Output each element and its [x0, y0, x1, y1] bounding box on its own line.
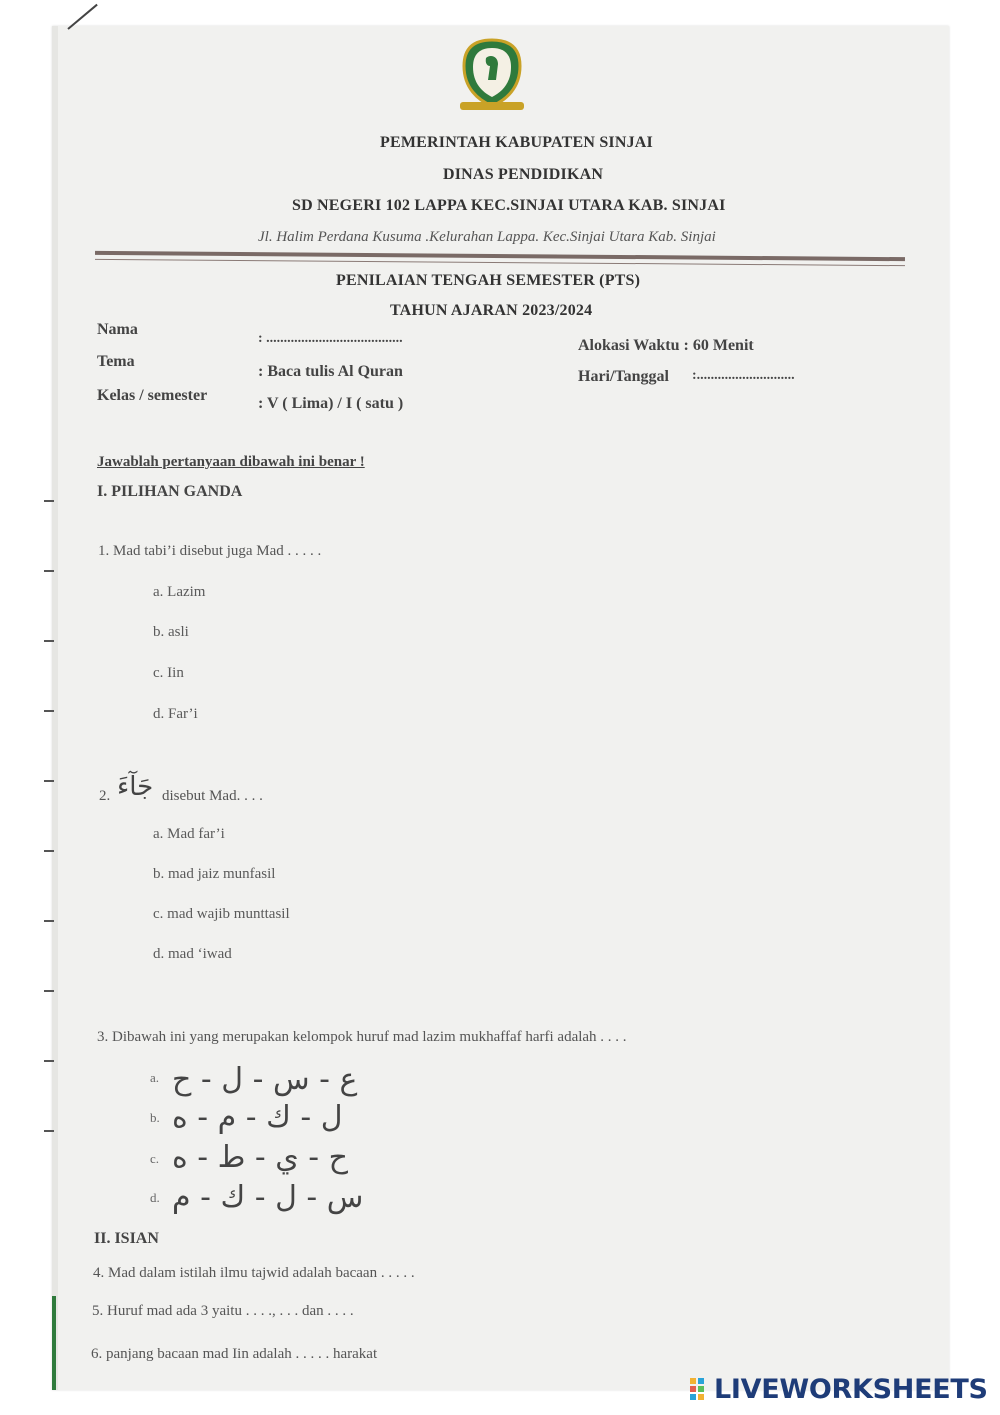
q2-option-b[interactable]: b. mad jaiz munfasil — [153, 866, 276, 882]
q3-option-b-letter[interactable]: b. — [150, 1110, 160, 1125]
alokasi-waktu: Alokasi Waktu : 60 Menit — [578, 337, 754, 354]
q3-option-d-letter[interactable]: d. — [150, 1190, 160, 1205]
q2-option-d[interactable]: d. mad ‘iwad — [153, 946, 232, 962]
liveworksheets-brand[interactable]: LIVEWORKSHEETS — [714, 1374, 988, 1405]
q1-option-a[interactable]: a. Lazim — [153, 584, 206, 600]
q2-option-c[interactable]: c. mad wajib munttasil — [153, 906, 290, 922]
question-2: disebut Mad. . . . — [162, 788, 263, 804]
margin-tick — [44, 920, 54, 922]
margin-tick — [44, 710, 54, 712]
question-4: 4. Mad dalam istilah ilmu tajwid adalah bacaan . . . . . — [93, 1265, 415, 1281]
q1-option-c[interactable]: c. Iin — [153, 665, 184, 681]
header-government: PEMERINTAH KABUPATEN SINJAI — [380, 134, 653, 151]
exam-title: PENILAIAN TENGAH SEMESTER (PTS) — [336, 272, 641, 289]
margin-tick — [44, 500, 54, 502]
header-school: SD NEGERI 102 LAPPA KEC.SINJAI UTARA KAB. SINJAI — [292, 197, 726, 214]
instruction: Jawablah pertanyaan dibawah ini benar ! — [97, 454, 365, 470]
paper-green-edge — [52, 1296, 56, 1390]
margin-tick — [44, 990, 54, 992]
kelas-value: : V ( Lima) / I ( satu ) — [258, 395, 404, 412]
margin-tick — [44, 1130, 54, 1132]
q3-option-b[interactable]: ل - ك - م - ه — [172, 1100, 343, 1135]
question-3: 3. Dibawah ini yang merupakan kelompok huruf mad lazim mukhaffaf harfi adalah . . . . — [97, 1029, 627, 1045]
question-5: 5. Huruf mad ada 3 yaitu . . . ., . . . dan . . . . — [92, 1303, 354, 1319]
nama-field[interactable]: : ....................................... — [258, 331, 403, 346]
q1-option-b[interactable]: b. asli — [153, 624, 189, 640]
kelas-label: Kelas / semester — [97, 387, 208, 404]
section-isian: II. ISIAN — [94, 1230, 159, 1247]
paper-left-edge — [52, 26, 58, 1390]
margin-tick — [44, 850, 54, 852]
margin-tick — [44, 640, 54, 642]
margin-tick — [44, 1060, 54, 1062]
regency-emblem-logo — [456, 36, 528, 116]
liveworksheets-logo-icon — [690, 1378, 712, 1402]
section-multiple-choice: I. PILIHAN GANDA — [97, 483, 243, 500]
nama-label: Nama — [97, 321, 138, 338]
header-address: Jl. Halim Perdana Kusuma .Kelurahan Lappa. Kec.Sinjai Utara Kab. Sinjai — [258, 229, 716, 245]
tema-value: : Baca tulis Al Quran — [258, 363, 403, 380]
q3-option-a[interactable]: ع - س - ل - ح — [172, 1062, 358, 1097]
hari-label: Hari/Tanggal — [578, 368, 669, 385]
q1-option-d[interactable]: d. Far’i — [153, 706, 198, 722]
q3-option-a-letter[interactable]: a. — [150, 1070, 160, 1085]
question-6: 6. panjang bacaan mad Iin adalah . . . . . harakat — [91, 1346, 378, 1362]
question-2-number: 2. — [99, 788, 111, 804]
question-1: 1. Mad tabi’i disebut juga Mad . . . . . — [98, 543, 322, 559]
tema-label: Tema — [97, 353, 135, 370]
q2-option-a[interactable]: a. Mad far’i — [153, 826, 225, 842]
question-2-arabic: جَآءَ — [117, 772, 154, 802]
hari-field[interactable]: :............................ — [692, 368, 795, 383]
q3-option-d[interactable]: س - ل - ك - م — [172, 1180, 364, 1215]
q3-option-c[interactable]: ح - ي - ط - ه — [172, 1140, 349, 1175]
q3-option-c-letter[interactable]: c. — [150, 1151, 160, 1166]
header-department: DINAS PENDIDIKAN — [443, 166, 604, 183]
margin-tick — [44, 780, 54, 782]
margin-tick — [44, 570, 54, 572]
exam-year: TAHUN AJARAN 2023/2024 — [390, 302, 593, 319]
